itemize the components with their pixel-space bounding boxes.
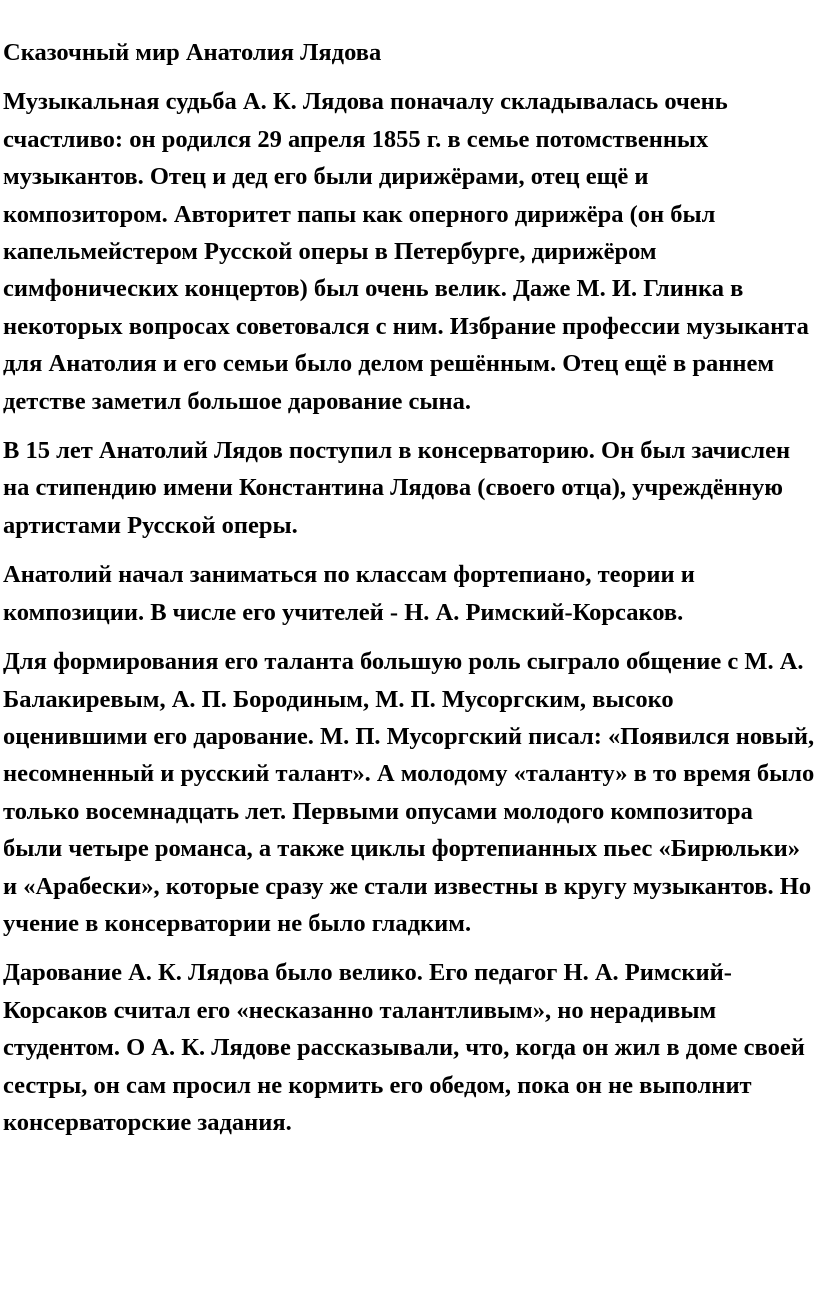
paragraph-talent-formation: Для формирования его таланта большую роль сыграло общение с М. А. Балакиревым, А. П. Бородиным, М. П. Мусоргским, высоко оценившими его дарование. М. П. Мусоргский писал: «Появился новый, несомненный и русский талант». А молодому «таланту» в то время было только восемнадцать лет. Первыми опусами молодого композитора были четыре романса, а также циклы фортепианных пьес «Бирюльки» и «Арабески», которые сразу же стали известны в кругу музыкантов. Но учение в консерватории не было гладким. [3, 648, 815, 937]
document-title: Сказочный мир Анатолия Лядова [3, 39, 382, 66]
paragraph-studies: Анатолий начал заниматься по классам фортепиано, теории и композиции. В числе его учителей - Н. А. Римский-Корсаков. [3, 561, 695, 626]
paragraph-conservatory: В 15 лет Анатолий Лядов поступил в консерваторию. Он был зачислен на стипендию имени Константина Лядова (своего отца), учреждённую артистами Русской оперы. [3, 437, 791, 539]
document-page [3, 34, 815, 1153]
paragraph-student-years: Дарование А. К. Лядова было велико. Его педагог Н. А. Римский-Корсаков считал его «несказанно талантливым», но нерадивым студентом. О А. К. Лядове рассказывали, что, когда он жил в доме своей сестры, он сам просил не кормить его обедом, пока он не выполнит консерваторские задания. [3, 959, 805, 1136]
paragraph-biography-intro: Музыкальная судьба А. К. Лядова поначалу складывалась очень счастливо: он родился 29 апреля 1855 г. в семье потомственных музыкантов. Отец и дед его были дирижёрами, отец ещё и композитором. Авторитет папы как оперного дирижёра (он был капельмейстером Русской оперы в Петербурге, дирижёром симфонических концертов) был очень велик. Даже М. И. Глинка в некоторых вопросах советовался с ним. Избрание профессии музыканта для Анатолия и его семьи было делом решённым. Отец ещё в раннем детстве заметил большое дарование сына. [3, 88, 809, 415]
